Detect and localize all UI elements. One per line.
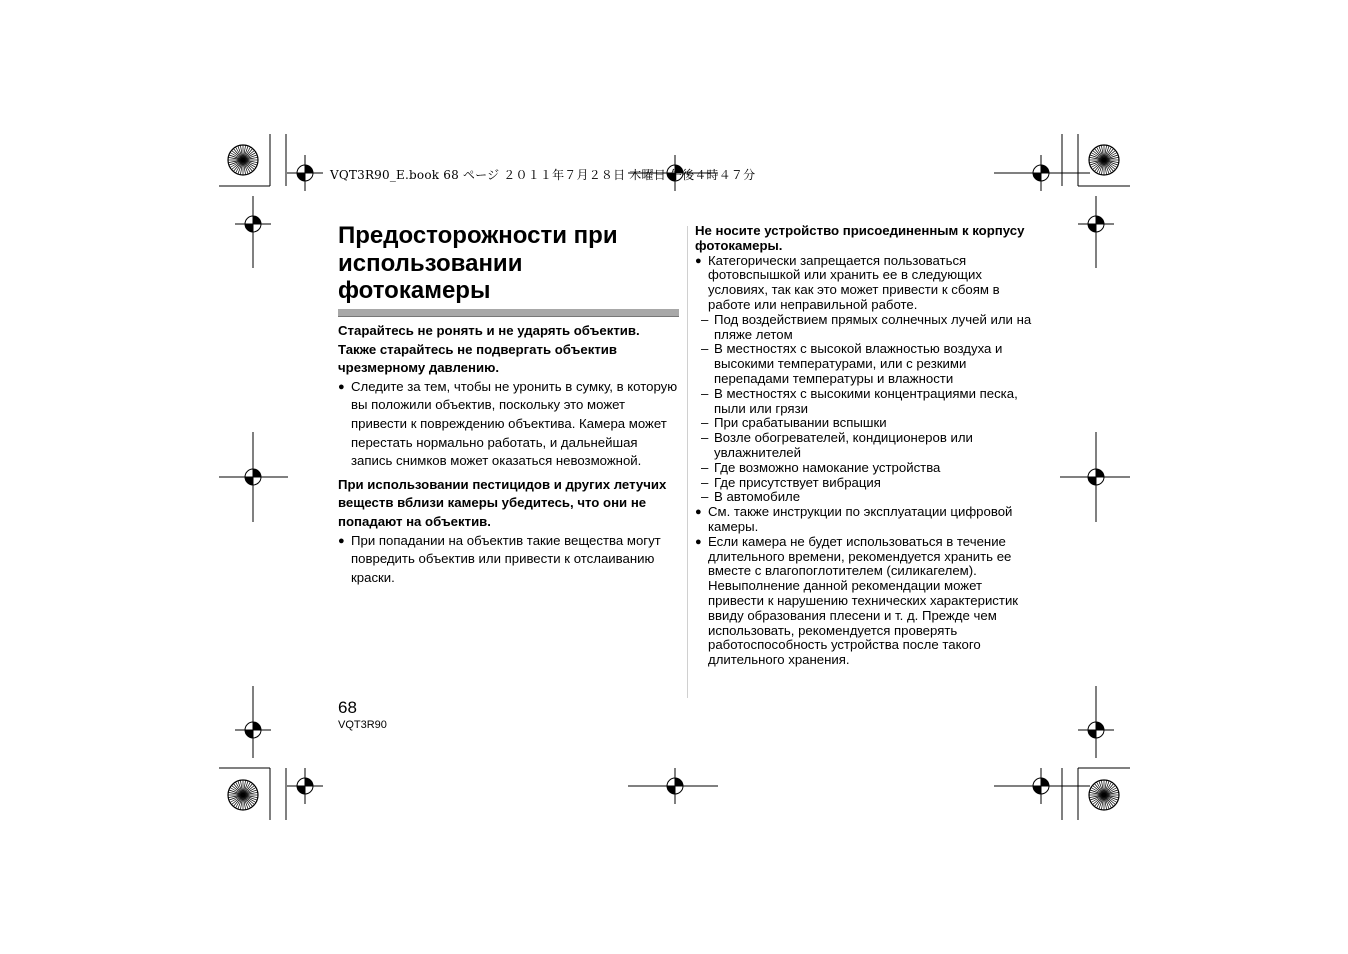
bullet-icon: ● bbox=[338, 380, 345, 393]
bullet-icon: ● bbox=[695, 254, 702, 267]
dash-icon: – bbox=[701, 341, 709, 357]
list-item-text: Категорически запрещается пользоваться фотовспышкой или хранить ее в следующих условиях, так как это может привести к сбоям в работе или неправильной работе. bbox=[708, 252, 1000, 312]
dash-icon: – bbox=[701, 311, 709, 327]
list-item-text: Под воздействием прямых солнечных лучей или на пляже летом bbox=[714, 311, 1032, 342]
list-item bbox=[695, 431, 1040, 461]
page-title: Предосторожности при использовании фотокамеры bbox=[338, 222, 618, 304]
list-item bbox=[695, 490, 1040, 505]
list-item bbox=[695, 313, 1040, 343]
list-item-text: В местностях с высокими концентрациями песка, пыли или грязи bbox=[714, 385, 1018, 416]
dash-icon: – bbox=[701, 459, 709, 475]
bullet-icon: ● bbox=[695, 535, 702, 548]
conditions-list bbox=[695, 313, 1040, 505]
title-underline-bar bbox=[338, 309, 679, 317]
section-2-bullets bbox=[338, 532, 680, 588]
section-3-bullets bbox=[695, 254, 1040, 313]
list-item bbox=[695, 505, 1040, 535]
bullet-icon: ● bbox=[695, 506, 702, 519]
list-item bbox=[695, 535, 1040, 668]
section-1-lead: Старайтесь не ронять и не ударять объектив. Также старайтесь не подвергать объектив чрезмерному давлению. bbox=[338, 323, 640, 376]
list-item-text: Возле обогревателей, кондиционеров или увлажнителей bbox=[714, 430, 973, 460]
list-item bbox=[695, 476, 1040, 491]
right-column bbox=[695, 224, 1040, 668]
list-item-text: В автомобиле bbox=[714, 489, 801, 505]
list-item-text: Если камера не будет использоваться в течение длительного времени, рекомендуется хранить ее вместе с влагопоглотителем (силикагелем). Невыполнение данной рекомендации может привести к нарушению технических характеристик ввиду образования плесени и т. д. Прежде чем использовать, рекомендуется проверять работоспособность устройства после такого длительного хранения. bbox=[708, 533, 1019, 668]
section-2-lead: При использовании пестицидов и других летучих веществ вблизи камеры убедитесь, что они не попадают на объектив. bbox=[338, 476, 667, 529]
section-3-more-bullets bbox=[695, 505, 1040, 668]
dash-icon: – bbox=[701, 385, 709, 401]
list-item-text: См. также инструкции по эксплуатации цифровой камеры. bbox=[708, 504, 1013, 534]
list-item bbox=[695, 387, 1040, 417]
section-3-lead: Не носите устройство присоединенным к корпусу фотокамеры. bbox=[695, 223, 1025, 253]
left-column bbox=[338, 322, 680, 587]
column-divider bbox=[687, 226, 688, 698]
bullet-icon: ● bbox=[338, 534, 345, 547]
list-item-text: Где присутствует вибрация bbox=[714, 474, 881, 490]
list-item-text: Следите за тем, чтобы не уронить в сумку, в которую вы положили объектив, поскольку это может привести к повреждению объектива. Камера может перестать нормально работать, и дальнейшая запись снимков может оказаться невозможной. bbox=[351, 378, 678, 469]
list-item bbox=[695, 342, 1040, 386]
dash-icon: – bbox=[701, 474, 709, 490]
list-item-text: В местностях с высокой влажностью воздуха и высокими температурами, или с резкими перепадами температуры и влажности bbox=[714, 341, 1003, 386]
dash-icon: – bbox=[701, 489, 709, 505]
print-header-line: VQT3R90_E.book 68 ページ ２０１１年７月２８日 木曜日 午後４時４７分 bbox=[330, 168, 756, 182]
list-item bbox=[338, 532, 680, 588]
list-item bbox=[695, 416, 1040, 431]
list-item bbox=[695, 254, 1040, 313]
page-number: 68 bbox=[338, 698, 357, 717]
dash-icon: – bbox=[701, 415, 709, 431]
section-1-bullets bbox=[338, 378, 680, 471]
list-item-text: При попадании на объектив такие вещества могут повредить объектив или привести к отслаиванию краски. bbox=[351, 532, 661, 585]
list-item bbox=[695, 461, 1040, 476]
model-code: VQT3R90 bbox=[338, 719, 387, 731]
list-item bbox=[338, 378, 680, 471]
list-item-text: Где возможно намокание устройства bbox=[714, 459, 941, 475]
list-item-text: При срабатывании вспышки bbox=[714, 415, 887, 431]
dash-icon: – bbox=[701, 430, 709, 446]
